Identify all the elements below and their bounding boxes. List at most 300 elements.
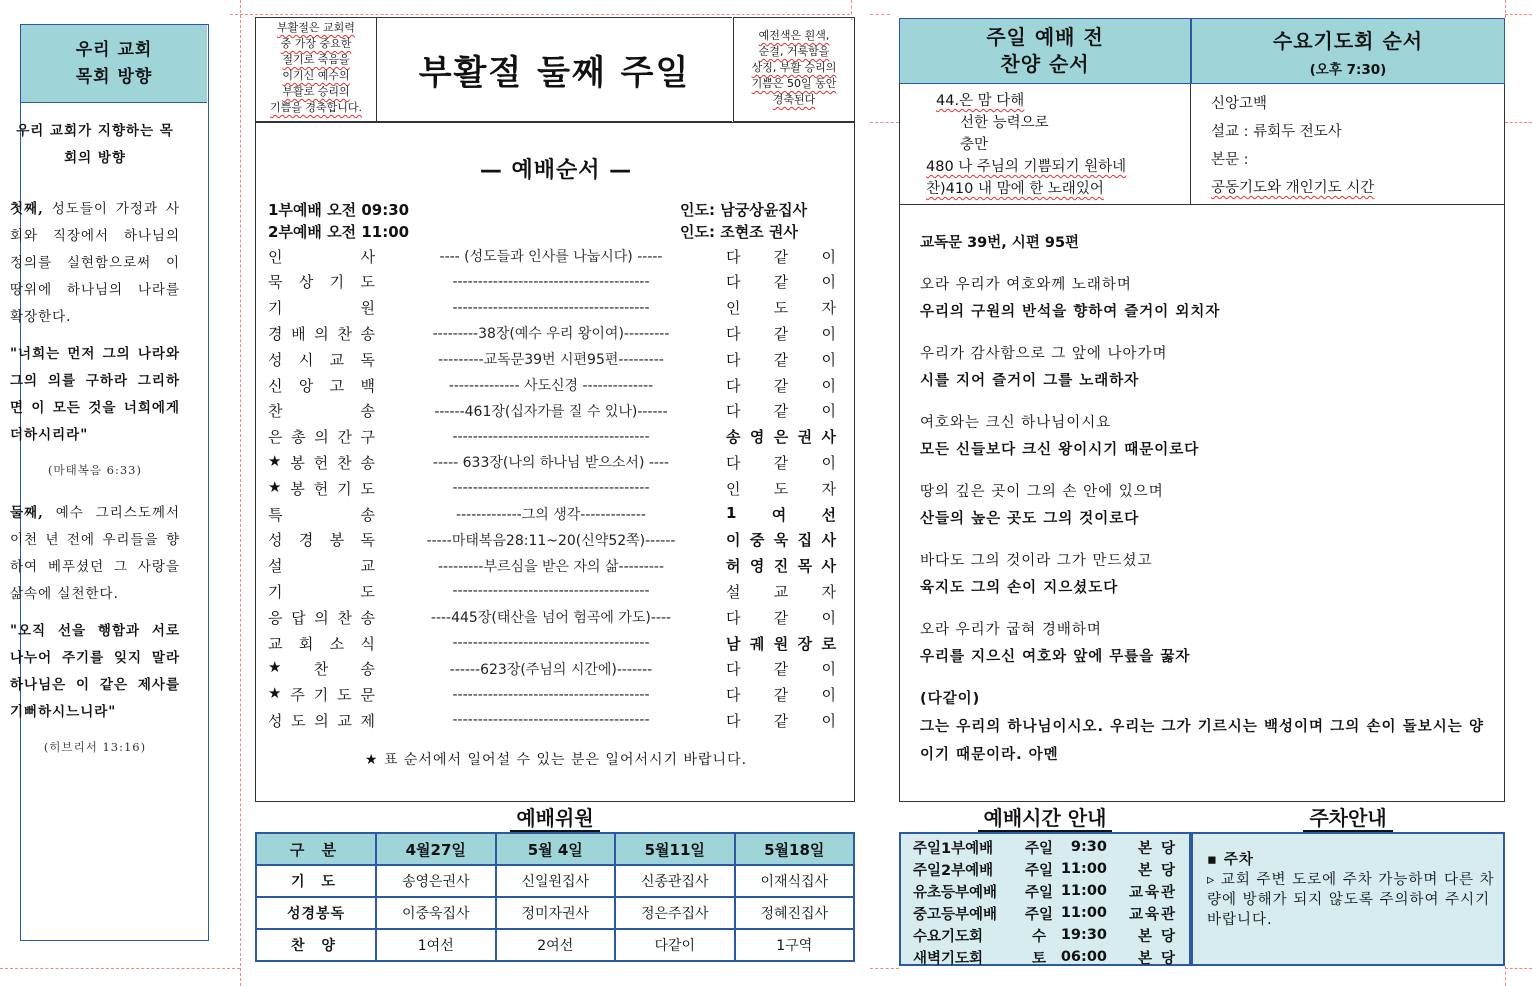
service-time-cell: 수요기도회 [913,928,984,945]
glyph: 의 [314,608,330,627]
service-time-cell: 교육관 [1128,884,1177,901]
glyph: 장 [797,634,813,653]
service-time-cell: 중고등부예배 [913,906,998,923]
glyph: 찬 [268,402,284,421]
glyph: 의 [314,711,330,730]
glyph: ★ [268,684,283,703]
praise-song: 찬)410 내 맘에 한 노래있어 [926,181,1104,197]
committee-row [256,929,854,961]
order-item-name [268,529,376,550]
reading-leader-line: 오라 우리가 여호와께 노래하며 [920,277,1132,293]
order-item [268,449,848,475]
glyph: 이 [726,531,741,550]
glyph: 주 [290,686,306,705]
service-time-cell: 본 당 [1137,862,1177,879]
service-time-cell: 본 당 [1137,840,1177,857]
order-item-detail: --------------------------------------- [452,480,650,497]
order-item-person [726,555,836,576]
order-item [268,475,848,501]
glyph: 같 [773,324,789,343]
note-line: 순결, 거룩함을 [758,45,830,58]
worship-order-panel [255,122,855,802]
parking-info [1191,832,1505,966]
glyph: 송 [360,402,376,421]
order-item-person [726,375,836,396]
glyph: 다 [726,247,741,266]
glyph: 인 [726,479,741,498]
order-item-name [268,581,376,602]
reading-reference: 교독문 39번, 시편 95편 [920,235,1080,251]
glyph: 사 [821,557,836,576]
glyph: 봉 [290,453,306,472]
service-time-cell: 주일2부예배 [913,862,994,879]
order-item-person [726,478,836,499]
order-item-detail: ---------부르심을 받은 자의 삶--------- [438,558,664,575]
glyph: 찬 [337,608,353,627]
glyph: 응 [268,608,284,627]
committee-header-cell: 구 분 [256,833,376,865]
praise-song: 44.온 맘 다해 [936,93,1025,109]
glyph: 같 [773,686,789,705]
service-time-cell: 주일 [1024,840,1053,857]
order-item-name [268,607,376,628]
glyph: 독 [360,350,376,369]
guide-line [1505,0,1506,18]
committee-role: 기 도 [256,865,376,897]
service-time-cell: 새벽기도회 [913,950,984,967]
committee-cell: 정미자권사 [496,897,616,929]
glyph: 특 [268,505,284,524]
second-direction [10,500,180,608]
order-item [268,269,848,295]
order-item [268,295,848,321]
note-line: 부활로 승리의 [282,85,350,98]
glyph: 교 [337,711,353,730]
glyph: 집 [797,531,813,550]
service-time-row [913,836,1183,858]
order-item-person [726,349,836,370]
order-item [268,424,848,450]
order-item-detail: --------------------------------------- [452,686,650,703]
glyph: 도 [773,479,789,498]
glyph: 선 [821,505,836,524]
glyph: 이 [821,324,836,343]
praise-order-heading [899,18,1191,84]
reading-response-line: 우리를 지으신 여호와 앞에 무릎을 꿇자 [920,649,1191,665]
reading-leader-line: 오라 우리가 굽혀 경배하며 [920,622,1102,638]
glyph: 문 [360,686,376,705]
committee-row [256,897,854,929]
order-item [268,398,848,424]
order-item-person [726,271,836,292]
glyph: 은 [268,428,284,447]
glyph: 상 [298,273,315,292]
committee-cell: 다같이 [615,929,735,961]
order-item [268,656,848,682]
glyph: 도 [360,479,376,498]
glyph: 진 [773,557,789,576]
order-item-detail: --------------------------------------- [452,712,650,729]
order-item-name [268,323,376,344]
glyph: 이 [821,608,836,627]
order-item-person [726,529,836,550]
glyph: 은 [773,428,789,447]
committee-table [255,832,855,962]
committee-cell: 2여선 [496,929,616,961]
glyph: 앙 [298,376,315,395]
service-time-cell: 11:00 [1060,905,1107,921]
first-direction [10,196,180,331]
service-time-cell: 06:00 [1060,949,1107,965]
order-item-detail: ----445장(태산을 넘어 험곡에 가도)---- [430,610,672,627]
order-item-name [268,555,376,576]
glyph: 묵 [268,273,284,292]
first-source: (마태복음 6:33) [48,463,142,477]
glyph: 같 [773,376,789,395]
glyph: 배 [291,324,307,343]
glyph: 간 [337,428,353,447]
order-item-detail: --------------------------------------- [452,583,650,600]
committee-cell: 이중욱집사 [376,897,496,929]
second-quote: "오직 선을 행함과 서로 나누어 주기를 잊지 말라 하나님은 이 같은 제사를 기뻐하시느니라" [10,623,180,720]
order-item [268,501,848,527]
glyph: 송 [360,324,376,343]
glyph: 송 [360,453,376,472]
committee-header-cell: 4월27일 [376,833,496,865]
service-time-cell: 주일 [1024,862,1053,879]
glyph: ★ [268,658,283,677]
note-line: 이기신 예수의 [282,69,350,82]
glyph: 도 [337,686,353,705]
order-item [268,707,848,733]
order-item [268,630,848,656]
glyph: 교 [268,634,284,653]
order-item-detail: ------623장(주님의 시간에)------- [449,661,653,678]
glyph: 성 [268,350,284,369]
reading-leader-line: 여호와는 크신 하나님이시요 [920,415,1112,431]
parking-title [1191,802,1505,832]
glyph: 다 [726,453,741,472]
glyph: 자 [821,582,836,601]
order-item [268,243,848,269]
note-line: 중 가장 중요한 [280,37,352,50]
glyph: 회 [298,634,315,653]
guide-line [870,122,899,123]
glyph: 같 [773,453,789,472]
service-time-cell: 수 [1031,928,1046,945]
service-time-row [913,880,1183,902]
glyph: 다 [726,273,741,292]
worship-order-title: — 예배순서 — [479,158,633,183]
service-time-cell: 유초등부예배 [913,884,998,901]
note-line: 기쁨을 경축합니다. [269,101,362,114]
glyph: 기 [268,299,284,318]
service-time-cell: 19:30 [1060,927,1107,943]
committee-cell: 정혜진집사 [735,897,855,929]
order-item-person [726,504,836,525]
order-item-name [268,478,376,499]
standing-note: ★ 표 순서에서 일어설 수 있는 분은 일어서시기 바랍니다. [364,752,748,768]
glyph: 교 [360,557,376,576]
praise-song-list [899,84,1191,204]
order-item-person [726,684,836,705]
glyph: 자 [821,479,836,498]
reading-pair [920,272,1484,326]
glyph: 영 [749,428,765,447]
order-item-name [268,633,376,654]
wednesday-item: 본문 : [1211,152,1249,168]
service-times-title-text: 예배시간 안내 [978,806,1113,832]
praise-heading-line: 주일 예배 전 [986,25,1104,49]
first-label: 첫째, [10,201,44,217]
wednesday-item: 신앙고백 [1211,96,1268,112]
glyph: 1 [726,503,737,522]
glyph: 여 [771,505,787,524]
glyph: 성 [268,531,284,550]
glyph: 사 [821,531,836,550]
parking-title-text: 주차안내 [1303,806,1392,832]
order-item-name [268,297,376,318]
reading-response-line: 육지도 그의 손이 지으셨도다 [920,580,1119,596]
order-item-detail: ---- (성도들과 인사를 나눕시다) ----- [439,249,663,265]
committee-cell: 송영은권사 [376,865,496,897]
service-time-cell: 교육관 [1128,906,1177,923]
order-item-name [268,246,376,267]
order-item [268,372,848,398]
glyph: 총 [291,428,307,447]
glyph: 다 [726,350,741,369]
reading-final: 그는 우리의 하나님이시오. 우리는 그가 기르시는 백성이며 그의 손이 돌보시는 양이기 때문이라. 아멘 [920,719,1484,763]
committee-row [256,865,854,897]
glyph: 인 [726,299,741,318]
note-line: 부활절은 교회력 [277,21,355,34]
service-time-cell: 토 [1031,950,1046,967]
glyph: 궤 [749,634,765,653]
glyph: 구 [360,428,376,447]
glyph: 송 [360,505,376,524]
reading-pair [920,479,1484,533]
glyph: 찬 [337,324,353,343]
guide-line [230,14,850,15]
reading-response-line: 모든 신들보다 크신 왕이시기 때문이로다 [920,442,1200,458]
glyph: 기 [337,479,353,498]
heading-line-1: 우리 교회 [75,39,153,60]
glyph: 답 [291,608,307,627]
glyph: 이 [821,686,836,705]
glyph: 도 [291,711,307,730]
ministry-intro: 우리 교회가 지향하는 목회의 방향 [16,123,174,166]
committee-cell: 신일원집사 [496,865,616,897]
glyph: 교 [329,350,346,369]
glyph: 성 [268,711,284,730]
order-item-name [268,710,376,731]
glyph: 사 [360,247,376,266]
order-item-detail: --------------------------------------- [452,635,650,651]
order-item-person [726,633,836,654]
service-time-cell: 주일1부예배 [913,840,994,857]
glyph: 기 [268,582,284,601]
order-item [268,553,848,579]
glyph: 봉 [329,531,346,550]
second-source: (히브리서 13:16) [43,740,147,754]
committee-cell: 1구역 [735,929,855,961]
glyph: 같 [773,273,789,292]
order-item-person [726,710,836,731]
order-item-detail: --------------------------------------- [452,299,650,316]
glyph: 자 [821,299,836,318]
order-item-person [726,246,836,267]
glyph: 의 [314,324,330,343]
note-line: 절기로 죽음을 [282,53,350,66]
service-time-cell: 주일 [1024,906,1053,923]
order-item-person [726,323,836,344]
order-item-name [268,452,376,473]
glyph: 같 [773,247,789,266]
glyph: 소 [329,634,346,653]
order-item [268,682,848,708]
order-item-name [268,504,376,525]
committee-cell: 정은주집사 [615,897,735,929]
order-item-person [726,658,836,679]
glyph: 이 [821,350,836,369]
service2-label: 2부예배 오전 11:00 [268,223,410,241]
order-item-name [268,400,376,421]
glyph: 의 [314,428,330,447]
glyph: 찬 [313,660,330,679]
first-text: 성도들이 가정과 사회와 직장에서 하나님의 정의를 실현함으로써 이 땅위에 하나님의 나라를 확장한다. [10,201,180,325]
service-times-title [899,802,1191,832]
reading-together-label: (다같이) [920,691,981,707]
glyph: 이 [821,402,836,421]
order-item-name [268,658,376,679]
glyph: 송 [360,608,376,627]
order-item-name [268,375,376,396]
glyph: 로 [821,634,836,653]
first-quote: "너희는 먼저 그의 나라와 그의 의를 구하라 그리하면 이 모든 것을 너희에게 더하시리라" [10,346,180,443]
glyph: 원 [773,634,789,653]
glyph: 기 [313,686,330,705]
reading-pair [920,410,1484,464]
service1-label: 1부예배 오전 09:30 [268,201,410,219]
order-item-detail: --------------------------------------- [452,273,650,290]
glyph: ★ [268,451,283,470]
glyph: 권 [797,428,813,447]
service-time-row [913,946,1183,968]
glyph: 독 [360,531,376,550]
reading-pair [920,617,1484,671]
order-item-detail: ----- 633장(나의 하나님 받으소서) ---- [432,455,670,472]
glyph: 목 [797,557,813,576]
glyph: 다 [726,608,741,627]
glyph: 식 [360,634,376,653]
reading-leader-line: 바다도 그의 것이라 그가 만드셨고 [920,553,1153,569]
guide-line [1505,968,1532,969]
glyph: 송 [726,428,741,447]
page-title: 부활절 둘째 주일 [377,17,732,122]
praise-song: 선한 능력으로 [960,115,1049,131]
order-item-person [726,426,836,447]
guide-line [0,968,240,969]
reading-response-line: 시를 지어 즐거이 그를 노래하자 [920,373,1140,389]
praise-song: 충만 [960,137,989,153]
wednesday-item: 설교 : 류회두 전도사 [1211,124,1342,140]
glyph: 시 [298,350,315,369]
service-time-row [913,924,1183,946]
wednesday-item: 공동기도와 개인기도 시간 [1211,180,1375,196]
parking-text: ▹ 교회 주변 도로에 주차 가능하며 다른 차량에 방해가 되지 않도록 주의하여 주시기 바랍니다. [1207,872,1495,928]
glyph: 이 [821,453,836,472]
order-item [268,320,848,346]
order-item-name [268,684,376,705]
committee-role: 성경봉독 [256,897,376,929]
glyph: 이 [821,376,836,395]
note-line: 경축된다 [772,93,816,106]
order-item [268,578,848,604]
order-item-detail: ------461장(십자가를 질 수 있나)------ [434,403,668,420]
wednesday-heading-time: (오후 7:30) [1309,61,1387,78]
glyph: 원 [360,299,376,318]
service-time-row [913,902,1183,924]
order-item-person [726,452,836,473]
order-item-detail: -------------- 사도신경 -------------- [448,378,654,394]
glyph: 남 [726,634,741,653]
glyph: 다 [726,686,741,705]
glyph: 이 [821,247,836,266]
service2-leader: 인도: 조현조 권사 [680,223,798,241]
glyph: 다 [726,711,741,730]
service-time-cell: 11:00 [1060,883,1107,899]
order-item [268,346,848,372]
glyph: 허 [726,557,741,576]
service-time-cell: 본 당 [1137,928,1177,945]
glyph: 이 [821,711,836,730]
order-item [268,527,848,553]
glyph: 제 [360,711,376,730]
glyph: 경 [298,531,315,550]
glyph: 도 [360,273,376,292]
order-item-person [726,297,836,318]
reading-leader-line: 땅의 깊은 곳이 그의 손 안에 있으며 [920,484,1164,500]
guide-line [870,14,890,15]
committee-cell: 신종관집사 [615,865,735,897]
reading-response-line: 산들의 높은 곳도 그의 것이로다 [920,511,1140,527]
guide-line [1505,122,1532,123]
order-item-detail: -----마태복음28:11~20(신약52쪽)------ [426,532,676,549]
glyph: 교 [773,582,789,601]
ministry-direction-body [10,118,180,777]
easter-note-left [255,17,377,122]
guide-line [870,968,899,969]
glyph: 사 [821,428,836,447]
committee-header-cell: 5월11일 [615,833,735,865]
reading-pair [920,548,1484,602]
glyph: 같 [773,402,789,421]
order-item-name [268,426,376,447]
glyph: 다 [726,402,741,421]
second-text: 예수 그리스도께서 이천 년 전에 우리들을 향하여 베푸셨던 그 사랑을 삶속에 실천한다. [10,505,180,602]
order-item-name [268,271,376,292]
glyph: 욱 [773,531,789,550]
glyph: 설 [726,582,741,601]
service-time-cell: 11:00 [1060,861,1107,877]
guide-line [240,0,241,986]
order-item-person [726,581,836,602]
service-time-row [913,858,1183,880]
wednesday-order-list [1191,84,1505,204]
glyph: 같 [773,350,789,369]
service-time-cell: 주일 [1024,884,1053,901]
reading-response-line: 우리의 구원의 반석을 향하여 즐거이 외치자 [920,304,1221,320]
